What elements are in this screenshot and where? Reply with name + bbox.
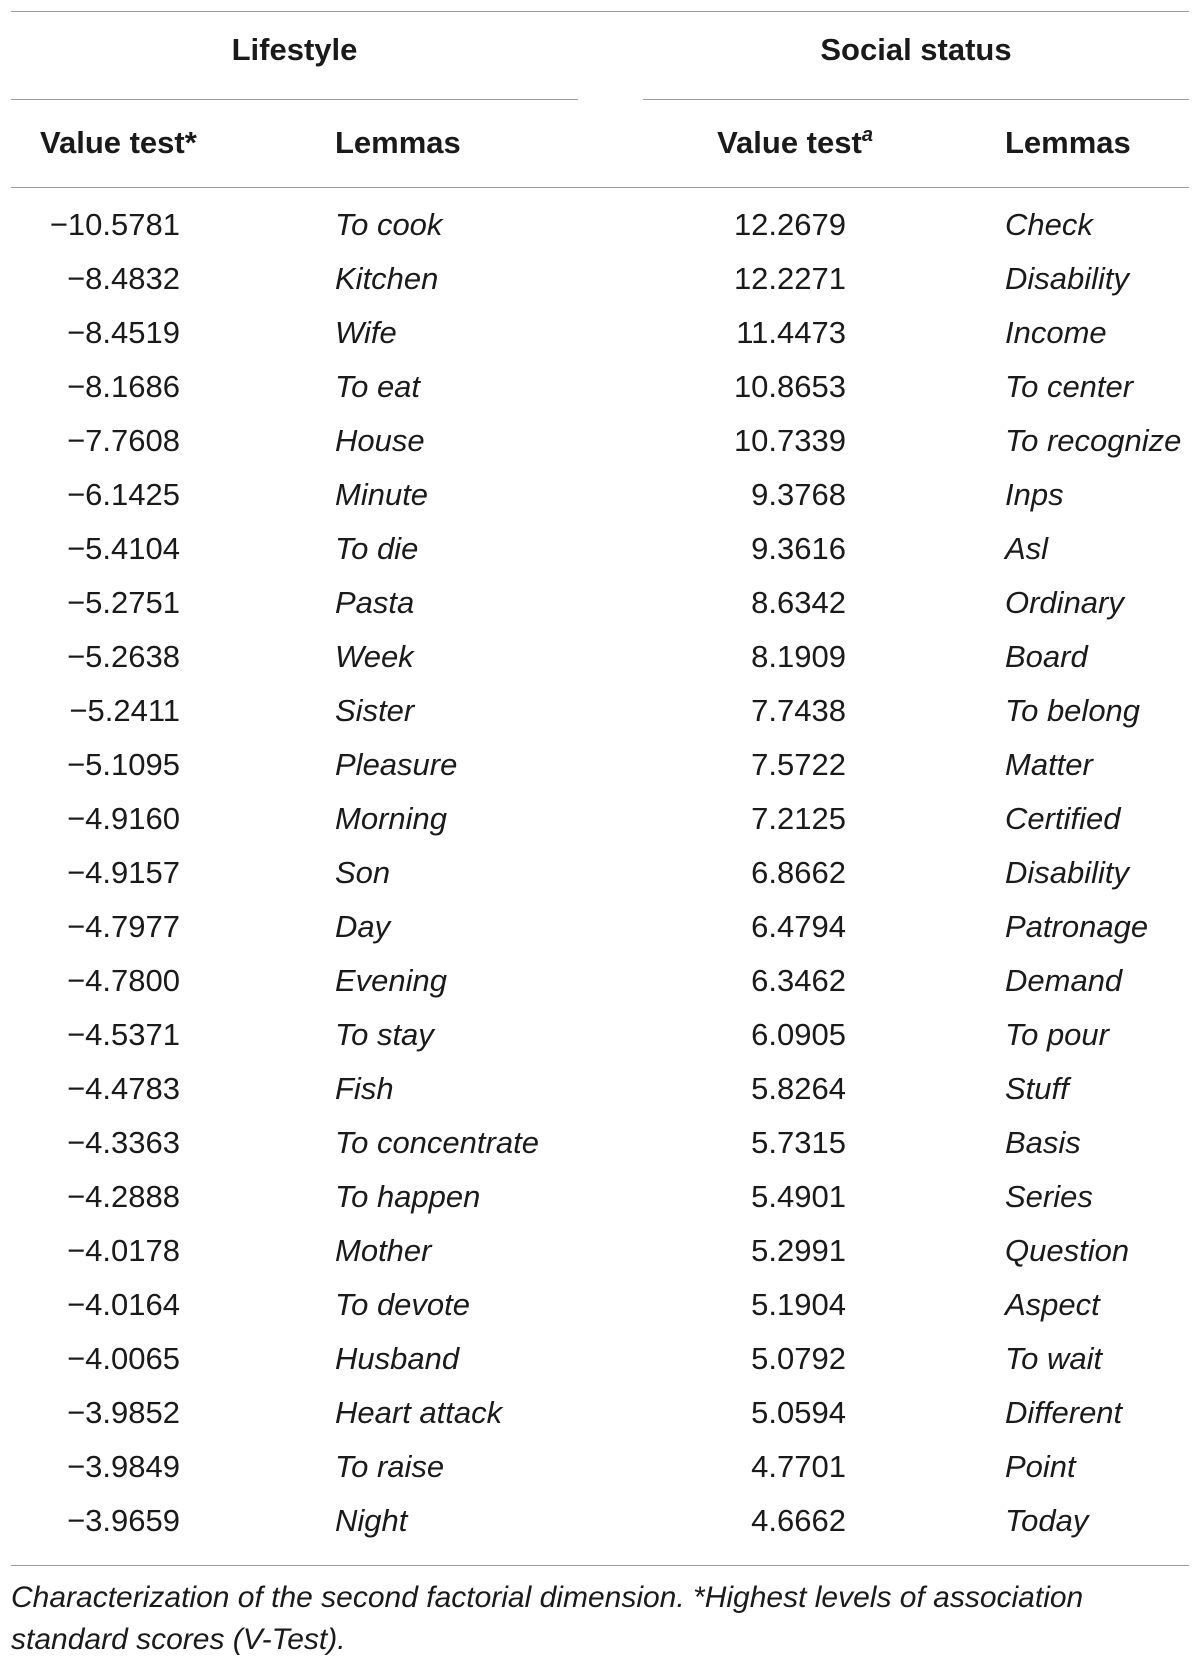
table-row [0,1285,1200,1339]
table-row [0,1231,1200,1285]
social-status-lemma-cell: Matter [1005,747,1093,782]
social-status-lemma-cell: Patronage [1005,909,1149,944]
lifestyle-value-cell: −4.0164 [67,1287,180,1322]
social-status-value-cell: 5.0792 [751,1341,846,1376]
table-footnote: Characterization of the second factorial dimension. *Highest levels of association standard scores (V-Test). [11,1581,1084,1656]
social-status-value-cell: 5.0594 [751,1395,846,1430]
lifestyle-lemma-cell: To cook [335,207,443,242]
lifestyle-lemma-cell: Husband [335,1341,460,1376]
footnote-marker-a: a [861,124,873,146]
lifestyle-value-cell: −4.3363 [67,1125,180,1160]
social-status-value-cell: 9.3616 [751,531,846,566]
column-header-lemmas-social: Lemmas [1005,125,1131,160]
lifestyle-value-cell: −4.0065 [67,1341,180,1376]
lifestyle-value-cell: −4.9160 [67,801,180,836]
social-status-value-cell: 7.2125 [751,801,846,836]
lifestyle-value-cell: −5.4104 [67,531,180,566]
lifestyle-lemma-cell: Pasta [335,585,415,620]
social-status-lemma-cell: Income [1005,315,1107,350]
table-row [0,1177,1200,1231]
social-status-value-cell: 5.1904 [751,1287,846,1322]
column-header-value-test-social-text: Value test [717,125,862,160]
social-status-value-cell: 12.2679 [733,207,846,242]
social-status-lemma-cell: Stuff [1005,1071,1069,1106]
social-status-lemma-cell: To recognize [1005,423,1182,458]
social-status-lemma-cell: Inps [1005,477,1064,512]
social-status-value-cell: 8.1909 [751,639,846,674]
social-status-value-cell: 4.7701 [751,1449,846,1484]
bottom-rule [11,1565,1189,1566]
social-status-lemma-cell: To pour [1005,1017,1109,1052]
social-status-value-cell: 5.7315 [751,1125,846,1160]
table-row [0,1015,1200,1069]
lifestyle-lemma-cell: To eat [335,369,421,404]
social-status-lemma-cell: Ordinary [1005,585,1124,620]
lifestyle-lemma-cell: To stay [335,1017,434,1052]
table-row [0,313,1200,367]
table-row [0,1069,1200,1123]
social-status-lemma-cell: Board [1005,639,1088,674]
social-status-value-cell: 6.4794 [751,909,846,944]
lifestyle-value-cell: −4.9157 [67,855,180,890]
lifestyle-lemma-cell: Day [335,909,391,944]
social-status-value-cell: 12.2271 [733,261,846,296]
social-status-value-cell: 5.8264 [751,1071,846,1106]
social-status-value-cell: 6.8662 [751,855,846,890]
table-row [0,745,1200,799]
table-row [0,259,1200,313]
table-row [0,1447,1200,1501]
lifestyle-value-cell: −6.1425 [67,477,180,512]
social-status-lemma-cell: Different [1005,1395,1123,1430]
table-row [0,961,1200,1015]
table-row [0,421,1200,475]
lifestyle-value-cell: −4.4783 [67,1071,180,1106]
social-status-lemma-cell: Series [1005,1179,1093,1214]
lifestyle-lemma-cell: Kitchen [335,261,439,296]
lifestyle-lemma-cell: Heart attack [335,1395,503,1430]
table-row [0,475,1200,529]
lifestyle-value-cell: −5.2411 [69,693,180,728]
top-rule [11,11,1189,12]
social-status-value-cell: 7.5722 [751,747,846,782]
header-rule [11,187,1189,188]
lifestyle-lemma-cell: Son [335,855,391,890]
social-status-lemma-cell: Point [1005,1449,1076,1484]
lifestyle-lemma-cell: Evening [335,963,448,998]
lifestyle-lemma-cell: To raise [335,1449,445,1484]
lifestyle-value-cell: −7.7608 [67,423,180,458]
table-row [0,1393,1200,1447]
lifestyle-lemma-cell: Morning [335,801,447,836]
social-status-value-cell: 10.7339 [733,423,846,458]
social-status-lemma-cell: Disability [1005,261,1130,296]
lifestyle-value-cell: −4.7977 [67,909,180,944]
social-status-lemma-cell: Question [1005,1233,1130,1268]
social-status-lemma-cell: Basis [1005,1125,1081,1160]
group-rule-lifestyle [11,99,578,100]
lifestyle-lemma-cell: Pleasure [335,747,458,782]
social-status-value-cell: 6.0905 [751,1017,846,1052]
social-status-lemma-cell: Asl [1005,531,1049,566]
lifestyle-lemma-cell: House [335,423,425,458]
social-status-lemma-cell: Disability [1005,855,1130,890]
group-header-lifestyle: Lifestyle [231,32,358,67]
lifestyle-value-cell: −8.1686 [67,369,180,404]
lifestyle-lemma-cell: To happen [335,1179,481,1214]
social-status-value-cell: 11.4473 [736,315,846,350]
lifestyle-lemma-cell: Minute [335,477,429,512]
lifestyle-value-cell: −5.2638 [67,639,180,674]
social-status-value-cell: 9.3768 [751,477,846,512]
lifestyle-value-cell: −5.1095 [67,747,180,782]
social-status-value-cell: 7.7438 [751,693,846,728]
table-row [0,637,1200,691]
lifestyle-lemma-cell: Fish [335,1071,394,1106]
lifestyle-value-cell: −3.9849 [67,1449,180,1484]
table-row [0,367,1200,421]
social-status-value-cell: 10.8653 [733,369,846,404]
social-status-lemma-cell: To center [1005,369,1134,404]
lifestyle-lemma-cell: To devote [335,1287,471,1322]
table-row [0,529,1200,583]
lifestyle-value-cell: −4.0178 [67,1233,180,1268]
social-status-lemma-cell: Check [1005,207,1093,242]
lifestyle-lemma-cell: Mother [335,1233,432,1268]
social-status-value-cell: 5.4901 [751,1179,846,1214]
table-row [0,205,1200,259]
lifestyle-lemma-cell: Night [335,1503,408,1538]
social-status-lemma-cell: To wait [1005,1341,1103,1376]
lifestyle-value-cell: −4.5371 [67,1017,180,1052]
table-row [0,691,1200,745]
lifestyle-value-cell: −4.2888 [67,1179,180,1214]
table-row [0,583,1200,637]
lifestyle-value-cell: −8.4519 [67,315,180,350]
lifestyle-value-cell: −10.5781 [49,207,180,242]
column-header-lemmas-lifestyle: Lemmas [335,125,461,160]
table-row [0,799,1200,853]
column-header-value-test-social [710,125,880,161]
social-status-value-cell: 5.2991 [751,1233,846,1268]
social-status-lemma-cell: Demand [1005,963,1123,998]
column-header-value-test-lifestyle: Value test* [40,125,197,160]
lifestyle-value-cell: −3.9852 [67,1395,180,1430]
group-rule-social-status [643,99,1189,100]
lifestyle-value-cell: −5.2751 [67,585,180,620]
social-status-lemma-cell: Today [1005,1503,1089,1538]
lifestyle-lemma-cell: To die [335,531,419,566]
table-row [0,1123,1200,1177]
lifestyle-lemma-cell: Wife [335,315,397,350]
social-status-lemma-cell: Aspect [1005,1287,1100,1322]
lifestyle-lemma-cell: Week [335,639,414,674]
social-status-lemma-cell: Certified [1005,801,1121,836]
group-header-social-status: Social status [820,32,1012,67]
lifestyle-value-cell: −4.7800 [67,963,180,998]
table-row [0,853,1200,907]
lifestyle-lemma-cell: To concentrate [335,1125,539,1160]
social-status-value-cell: 8.6342 [751,585,846,620]
lifestyle-value-cell: −3.9659 [67,1503,180,1538]
social-status-value-cell: 6.3462 [751,963,846,998]
lifestyle-value-cell: −8.4832 [67,261,180,296]
social-status-value-cell: 4.6662 [751,1503,846,1538]
table-row [0,907,1200,961]
social-status-lemma-cell: To belong [1005,693,1141,728]
lifestyle-lemma-cell: Sister [335,693,415,728]
table-body [0,205,1200,1555]
table-row [0,1339,1200,1393]
table-row [0,1501,1200,1555]
